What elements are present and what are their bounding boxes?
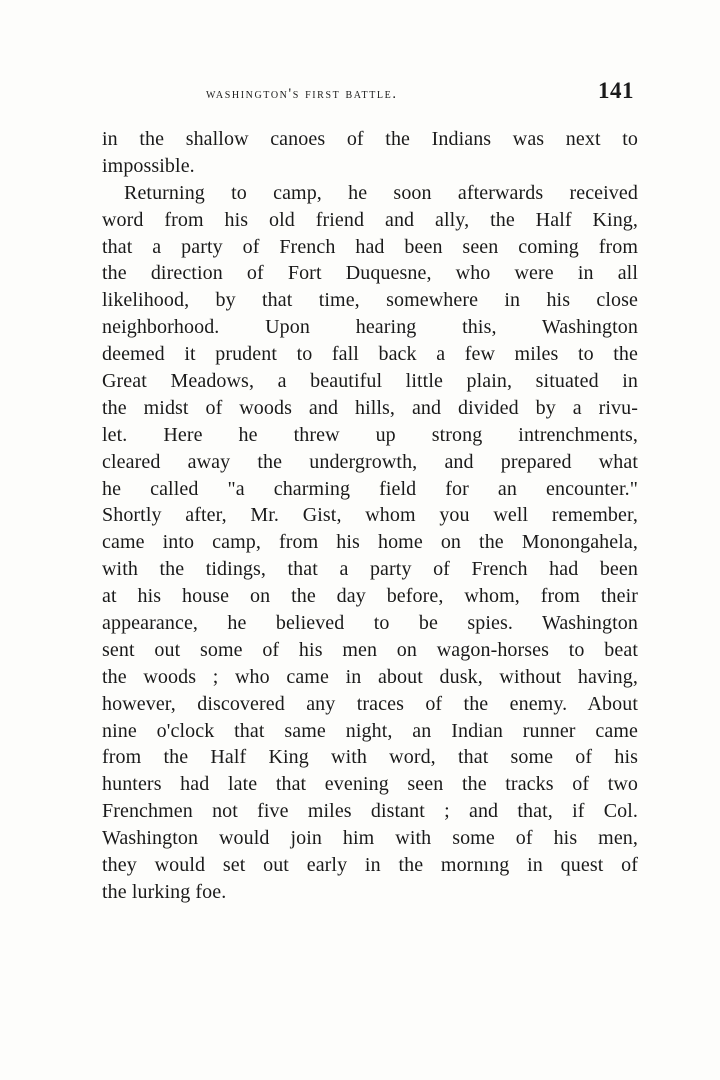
body-text xyxy=(102,126,638,906)
text-line: that a party of French had been seen coming from xyxy=(102,235,638,258)
text-line: deemed it prudent to fall back a few miles to the xyxy=(102,343,638,366)
text-line: impossible. xyxy=(102,154,195,177)
text-line: Washington would join him with some of his men, xyxy=(102,827,638,850)
text-line: with the tidings, that a party of French had been xyxy=(102,558,638,581)
text-line: the midst of woods and hills, and divided by a rivu- xyxy=(102,396,638,419)
text-line: at his house on the day before, whom, from their xyxy=(102,585,638,608)
text-line: likelihood, by that time, somewhere in his close xyxy=(102,289,638,312)
text-line: he called "a charming field for an encounter." xyxy=(102,477,638,500)
text-line: Shortly after, Mr. Gist, whom you well remember, xyxy=(102,504,638,527)
text-line: cleared away the undergrowth, and prepared what xyxy=(102,450,638,473)
text-line: nine o'clock that same night, an Indian runner came xyxy=(102,719,638,742)
text-line: neighborhood. Upon hearing this, Washington xyxy=(102,316,638,339)
text-line: let. Here he threw up strong intrenchments, xyxy=(102,423,638,446)
text-line: the woods ; who came in about dusk, without having, xyxy=(102,665,638,688)
text-line: word from his old friend and ally, the Half King, xyxy=(102,208,638,231)
text-line: the lurking foe. xyxy=(102,880,227,903)
text-line: hunters had late that evening seen the tracks of two xyxy=(102,773,638,796)
running-title: washington's first battle. xyxy=(206,86,398,102)
text-line: Returning to camp, he soon afterwards received xyxy=(124,181,638,204)
page-number: 141 xyxy=(598,78,634,103)
text-line: sent out some of his men on wagon-horses to beat xyxy=(102,638,638,661)
text-line: in the shallow canoes of the Indians was next to xyxy=(102,128,638,150)
text-line: Frenchmen not five miles distant ; and that, if Col. xyxy=(102,800,638,823)
text-line: Great Meadows, a beautiful little plain, situated in xyxy=(102,370,638,393)
text-line: they would set out early in the mornıng in quest of xyxy=(102,854,638,877)
text-line: however, discovered any traces of the enemy. About xyxy=(102,692,638,715)
text-line: from the Half King with word, that some of his xyxy=(102,746,638,769)
text-line: the direction of Fort Duquesne, who were in all xyxy=(102,262,638,285)
text-line: came into camp, from his home on the Monongahela, xyxy=(102,531,638,554)
text-line: appearance, he believed to be spies. Washington xyxy=(102,612,638,635)
